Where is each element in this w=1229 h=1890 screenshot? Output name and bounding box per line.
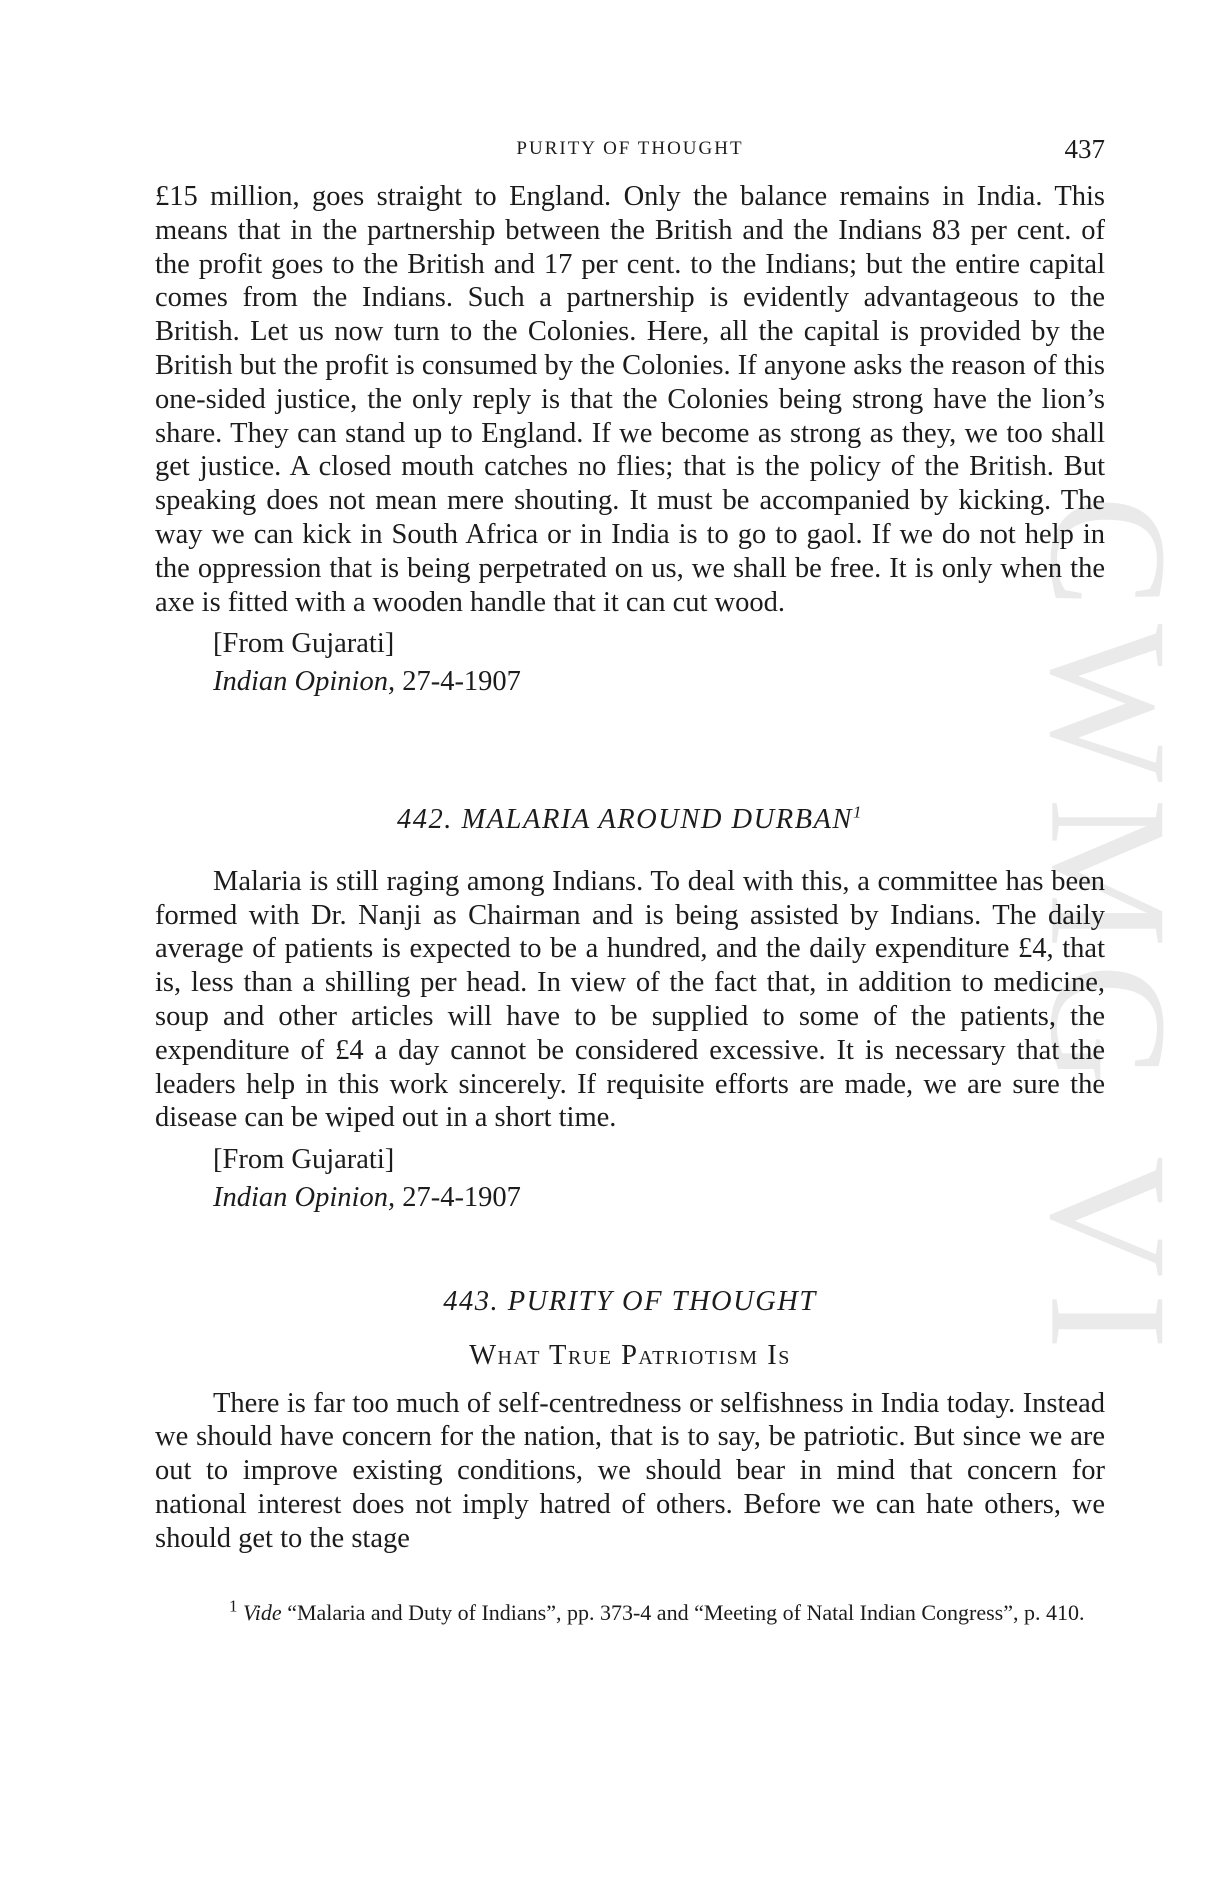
page-number: 437	[1064, 134, 1105, 164]
section-paragraph: There is far too much of self-centredness or selfishness in India today. Instead we should have concern for the nation, that is to say, be patriotic. But since we are out to improve existing conditions, we should bear in mind that concern for national interest does not imply hatred of others. Before we can hate others, we should get to the stage	[155, 1387, 1105, 1554]
running-title: PURITY OF THOUGHT	[516, 138, 744, 159]
source-date: 27-4-1907	[402, 1182, 521, 1214]
source-label: [From Gujarati]	[213, 1144, 395, 1176]
continuation-paragraph: £15 million, goes straight to England. Only the balance remains in India. This means that in the partnership between the British and the Indians 83 per cent. of the profit goes to the British and 17 per cent. to the Indians; but the entire capital comes from the Indians. Such a partnership is evidently advantageous to the British. Let us now turn to the Colonies. Here, all the capital is provided by the British but the profit is consumed by the Colonies. If anyone asks the reason of this one-sided justice, the only reply is that the Colonies being strong have the lion’s share. They can stand up to England. If we become as strong as they, we too shall get justice. A closed mouth catches no flies; that is the policy of the British. But speaking does not mean mere shouting. It must be accompanied by kicking. The way we can kick in South Africa or in India is to go to gaol. If we do not help in the oppression that is being perpetrated on us, we shall be free. It is only when the axe is fitted with a wooden handle that it can cut wood.	[155, 181, 1105, 618]
section-443	[155, 1285, 1105, 1556]
footnote-body: “Malaria and Duty of Indians”, pp. 373-4 and “Meeting of Natal Indian Congress”, p. 410.	[287, 1600, 1085, 1625]
section-paragraph: Malaria is still raging among Indians. To deal with this, a committee has been formed with Dr. Nanji as Chairman and is being assisted by Indians. The daily average of patients is expected to be a hundred, and the daily expenditure £4, that is, less than a shilling per head. In view of the fact that, in addition to medicine, soup and other articles will have to be supplied to some of the patients, the expenditure of £4 a day cannot be considered excessive. It is necessary that the leaders help in this work sincerely. If requisite efforts are made, we are sure the disease can be wiped out in a short time.	[155, 865, 1105, 1134]
section-heading-text: 442. MALARIA AROUND DURBAN	[397, 804, 853, 835]
section-heading	[155, 803, 1105, 837]
source-label: [From Gujarati]	[213, 628, 395, 660]
running-head	[155, 134, 1105, 168]
source-date: 27-4-1907	[402, 666, 521, 698]
footnote-ref: 1	[852, 802, 863, 822]
source-citation	[213, 663, 1105, 701]
footnote	[155, 1596, 1115, 1630]
footnote-text	[155, 1596, 1115, 1630]
continuation-block	[155, 180, 1105, 701]
section-source	[213, 1141, 1105, 1217]
source-citation	[213, 1179, 1105, 1217]
section-442	[155, 803, 1105, 1217]
footnote-number: 1	[229, 1596, 238, 1616]
source-publication: Indian Opinion,	[213, 1182, 396, 1214]
source-publication: Indian Opinion,	[213, 666, 396, 698]
watermark-text: CWMG VI	[1015, 495, 1202, 1365]
section-heading: 443. PURITY OF THOUGHT	[443, 1286, 817, 1317]
section-subheading: What True Patriotism Is	[469, 1339, 791, 1371]
footnote-vide: Vide	[243, 1600, 282, 1625]
continuation-source	[213, 625, 1105, 701]
